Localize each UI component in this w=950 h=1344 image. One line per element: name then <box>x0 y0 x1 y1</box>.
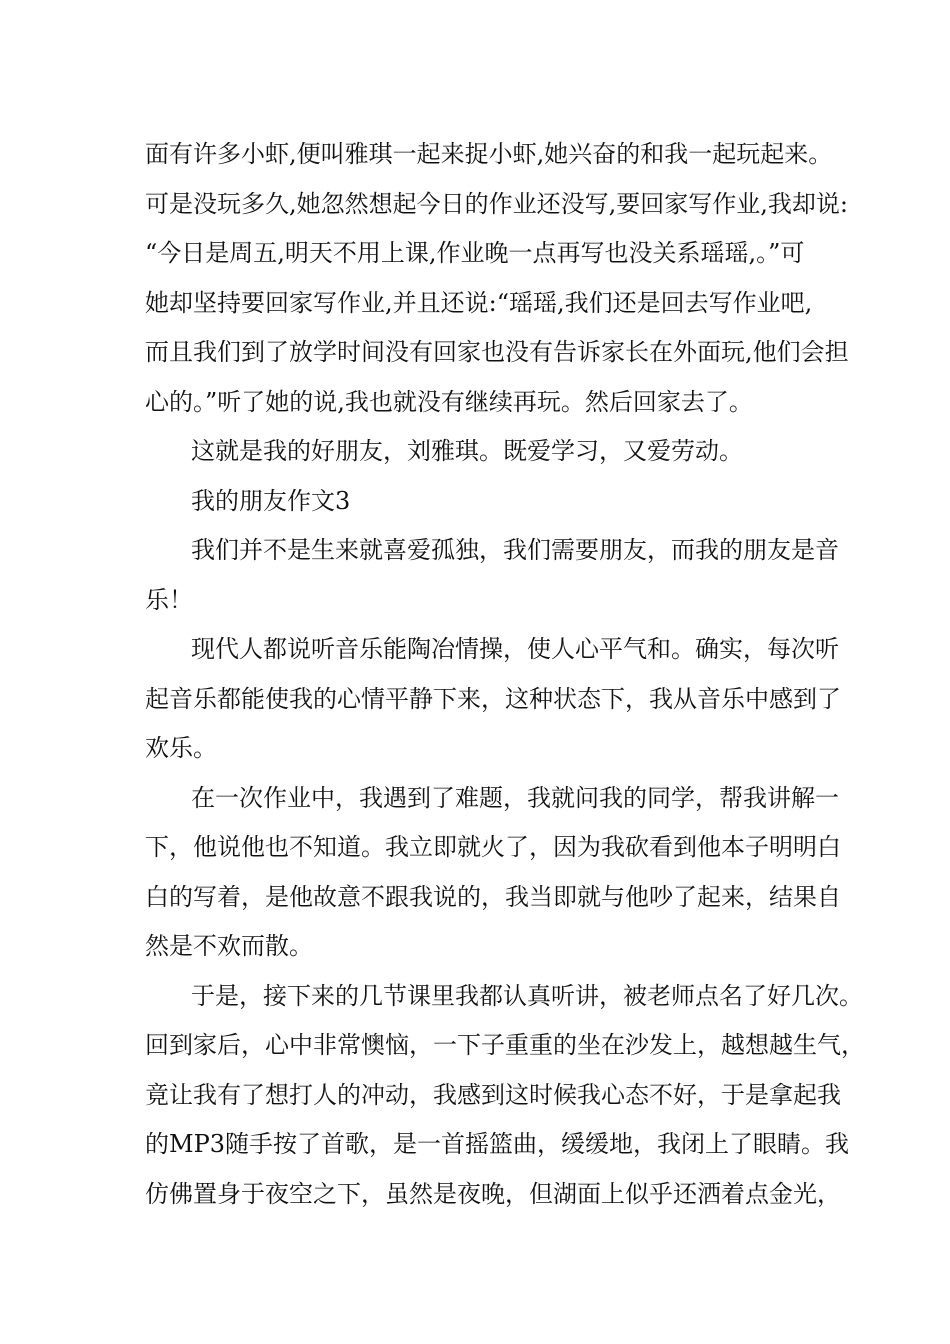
text-line: 下，他说他也不知道。我立即就火了，因为我砍看到他本子明明白 <box>145 833 841 861</box>
text-line: 仿佛置身于夜空之下，虽然是夜晚，但湖面上似乎还洒着点金光， <box>145 1179 841 1208</box>
text-line: “今日是周五,明天不用上课,作业晚一点再写也没关系瑶瑶,。”可 <box>145 239 805 267</box>
text-line: 现代人都说听音乐能陶冶情操，使人心平气和。确实，每次听 <box>191 635 839 663</box>
text-line: 面有许多小虾,便叫雅琪一起来捉小虾,她兴奋的和我一起玩起来。 <box>145 140 833 168</box>
text-line: 这就是我的好朋友，刘雅琪。既爱学习，又爱劳动。 <box>191 437 743 465</box>
text-line: 竟让我有了想打人的冲动，我感到这时候我心态不好，于是拿起我 <box>145 1080 841 1109</box>
text-line: 乐！ <box>145 585 193 614</box>
text-line: 她却坚持要回家写作业,并且还说:“瑶瑶,我们还是回去写作业吧, <box>145 288 813 317</box>
text-line: 在一次作业中，我遇到了难题，我就问我的同学，帮我讲解一 <box>191 783 839 812</box>
text-line: 可是没玩多久,她忽然想起今日的作业还没写,要回家写作业,我却说: <box>145 189 848 218</box>
text-line: 欢乐。 <box>145 734 217 762</box>
text-line: 我的朋友作文3 <box>191 486 351 515</box>
text-line: 而且我们到了放学时间没有回家也没有告诉家长在外面玩,他们会担 <box>145 338 849 366</box>
text-line: 白的写着，是他故意不跟我说的，我当即就与他吵了起来，结果自 <box>145 882 841 911</box>
text-line: 心的。”听了她的说,我也就没有继续再玩。然后回家去了。 <box>145 387 753 416</box>
text-line: 我们并不是生来就喜爱孤独，我们需要朋友，而我的朋友是音 <box>191 536 839 564</box>
text-line: 的MP3随手按了首歌，是一首摇篮曲，缓缓地，我闭上了眼睛。我 <box>145 1130 849 1158</box>
text-line: 回到家后，心中非常懊恼，一下子重重的坐在沙发上，越想越生气， <box>145 1031 865 1059</box>
essay-text <box>145 130 865 1219</box>
text-line: 于是，接下来的几节课里我都认真听讲，被老师点名了好几次。 <box>191 981 863 1010</box>
text-line: 然是不欢而散。 <box>145 932 313 960</box>
text-line: 起音乐都能使我的心情平静下来，这种状态下，我从音乐中感到了 <box>145 684 841 713</box>
